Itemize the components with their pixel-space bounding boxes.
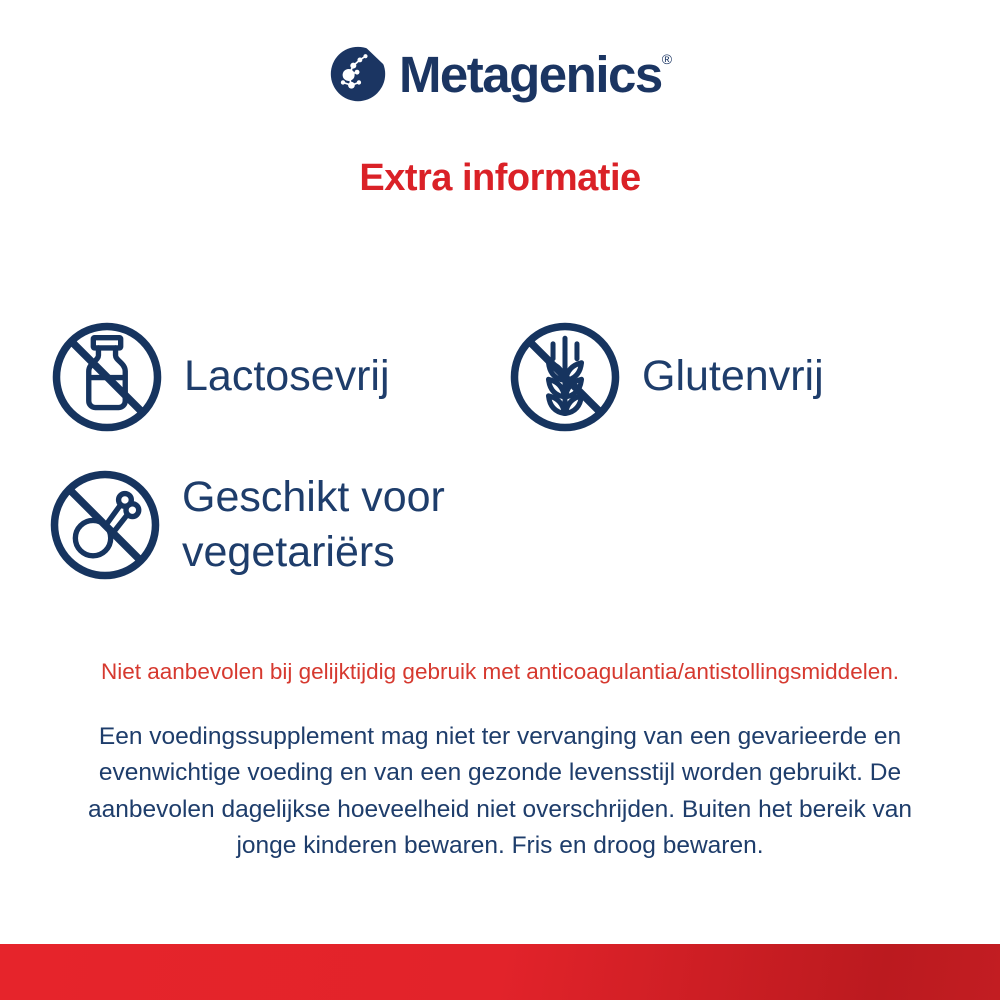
brand-wordmark: Metagenics® <box>398 45 673 103</box>
supplement-disclaimer: Een voedingssupplement mag niet ter vervanging van een gevarieerde en evenwichtige voeding en van een gezonde levensstijl worden gebruikt. De aanbevolen dagelijkse hoeveelheid niet overschrijden. Buiten het bereik van jonge kinderen bewaren. Fris en droog bewaren. <box>87 723 913 859</box>
contraindication-warning: Niet aanbevolen bij gelijktijdig gebruik met anticoagulantia/antistollingsmiddelen. <box>101 659 899 684</box>
feature-label: Lactosevrij <box>184 352 390 401</box>
metagenics-molecule-globe-icon <box>328 44 388 104</box>
feature-gluten-free <box>508 320 824 434</box>
feature-label: Glutenvrij <box>642 352 824 401</box>
no-lactose-icon <box>50 320 164 434</box>
no-gluten-icon <box>508 320 622 434</box>
feature-vegetarian <box>48 468 502 582</box>
bottom-red-bar <box>0 944 1000 1000</box>
no-meat-icon <box>48 468 162 582</box>
feature-lactose-free <box>50 320 390 434</box>
registered-trademark-symbol: ® <box>661 50 673 67</box>
page-title: Extra informatie <box>359 157 641 199</box>
feature-label: Geschikt voor vegetariërs <box>182 472 445 576</box>
brand-logo <box>0 44 1000 104</box>
